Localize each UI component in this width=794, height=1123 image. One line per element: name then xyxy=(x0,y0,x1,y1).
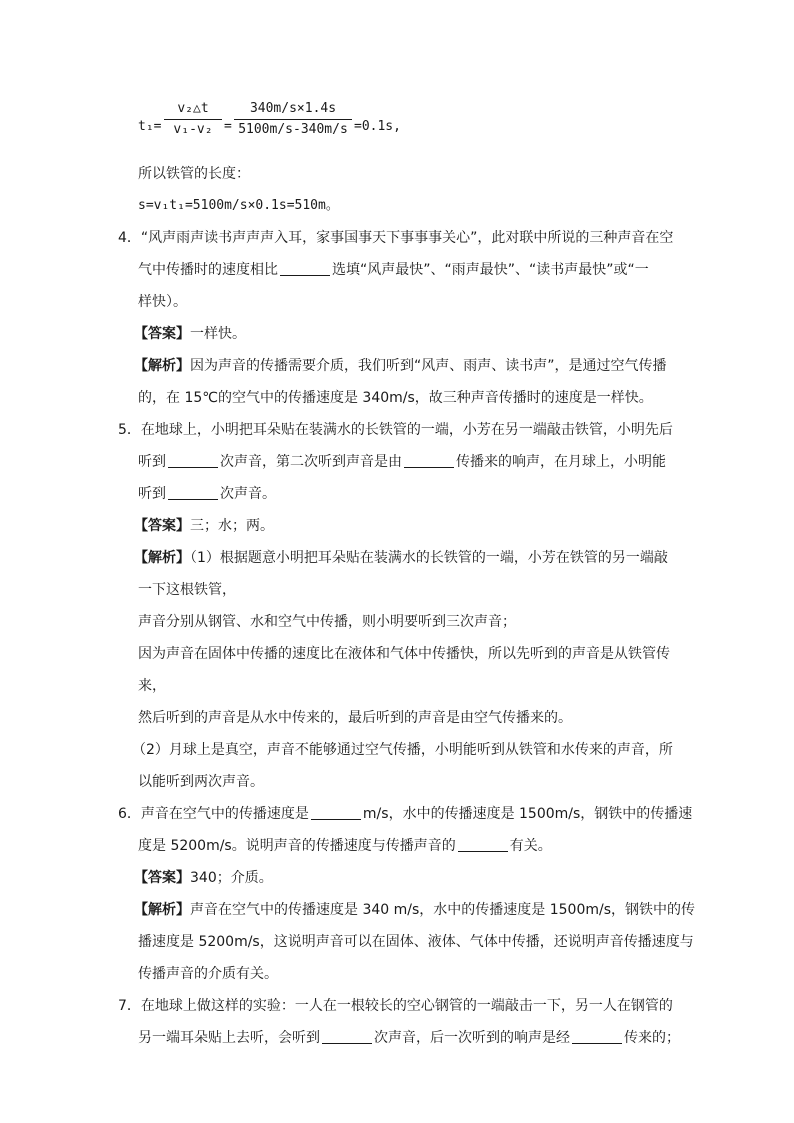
text-span: 另一端耳朵贴上去听，会听到 xyxy=(138,1030,320,1046)
question-4-line-2 xyxy=(138,260,649,280)
question-4-line-1: 4．“风声雨声读书声声声入耳，家事国事天下事事事关心”，此对联中所说的三种声音在空 xyxy=(118,230,674,246)
question-5-explanation-5: 来， xyxy=(138,678,166,694)
question-4-answer xyxy=(134,324,246,344)
answer-tag: 【答案】 xyxy=(134,870,190,886)
fraction-2-bar xyxy=(234,119,352,120)
formula-rhs: =0.1s, xyxy=(354,119,401,134)
question-7-line-2 xyxy=(138,1028,680,1048)
text-span: 气中传播时的速度相比 xyxy=(138,262,278,278)
question-5-explanation-2: 一下这根铁管， xyxy=(138,582,236,598)
question-5-explanation-8: 以能听到两次声音。 xyxy=(138,774,264,790)
answer-blank xyxy=(458,837,508,852)
answer-blank xyxy=(322,1029,372,1044)
answer-tag: 【答案】 xyxy=(134,518,190,534)
answer-text: 340；介质。 xyxy=(190,870,273,886)
formula-fraction-1 xyxy=(164,100,222,139)
question-6-explanation-2: 播速度是 5200m/s，这说明声音可以在固体、液体、气体中传播，还说明声音传播速度与 xyxy=(138,934,694,950)
text-span: 次声音。 xyxy=(220,486,276,502)
text-span: 听到 xyxy=(138,454,166,470)
text-span: m/s，水中的传播速度是 1500m/s，钢铁中的传播速 xyxy=(362,806,693,822)
answer-blank xyxy=(168,453,218,468)
answer-text: 一样快。 xyxy=(190,326,246,342)
explanation-text: （1）根据题意小明把耳朵贴在装满水的长铁管的一端，小芳在铁管的另一端敲 xyxy=(190,550,668,566)
formula-lhs: t₁= xyxy=(138,119,162,134)
question-4-line-3: 样快）。 xyxy=(138,294,187,310)
question-6-explanation-1 xyxy=(134,900,695,920)
explanation-text: 因为声音的传播需要介质，我们听到“风声、雨声、读书声”，是通过空气传播 xyxy=(190,358,667,374)
question-5-explanation-6: 然后听到的声音是从水中传来的，最后听到的声音是由空气传播来的。 xyxy=(138,710,572,726)
fraction-2-numerator: 340m/s×1.4s xyxy=(249,101,337,116)
text-span: 次声音，后一次听到的响声是经 xyxy=(374,1030,570,1046)
question-6-line-1 xyxy=(118,804,692,824)
text-span: 6．声音在空气中的传播速度是 xyxy=(118,806,309,822)
text-span: 传播来的响声，在月球上，小明能 xyxy=(456,454,666,470)
answer-blank xyxy=(572,1029,622,1044)
formula-t1 xyxy=(138,100,458,152)
text-line: s=v₁t₁=5100m/s×0.1s=510m。 xyxy=(138,198,339,213)
answer-blank xyxy=(168,485,218,500)
answer-blank xyxy=(280,261,330,276)
answer-text: 三；水；两。 xyxy=(190,518,274,534)
question-5-line-1: 5．在地球上，小明把耳朵贴在装满水的长铁管的一端，小芳在另一端敲击铁管，小明先后 xyxy=(118,422,673,438)
formula-equals: = xyxy=(224,119,232,134)
question-4-explanation-2: 的，在 15℃的空气中的传播速度是 340m/s，故三种声音传播时的速度是一样快。 xyxy=(138,390,653,406)
text-span: 有关。 xyxy=(509,838,552,854)
question-6-explanation-3: 传播声音的介质有关。 xyxy=(138,966,278,982)
text-span: 度是 5200m/s。说明声音的传播速度与传播声音的 xyxy=(138,838,456,854)
text-line: 所以铁管的长度： xyxy=(138,166,250,182)
explanation-tag: 【解析】 xyxy=(134,358,190,374)
question-5-explanation-4: 因为声音在固体中传播的速度比在液体和气体中传播快，所以先听到的声音是从铁管传 xyxy=(138,646,670,662)
text-span: 选填“风声最快”、“雨声最快”、“读书声最快”或“一 xyxy=(332,262,649,278)
question-5-line-3 xyxy=(138,484,276,504)
question-6-line-2 xyxy=(138,836,552,856)
text-span: 次声音，第二次听到声音是由 xyxy=(220,454,402,470)
answer-blank xyxy=(404,453,454,468)
question-4-explanation-1 xyxy=(134,356,667,376)
explanation-text: 声音在空气中的传播速度是 340 m/s，水中的传播速度是 1500m/s，钢铁中的传 xyxy=(190,902,695,918)
text-span: 传来的； xyxy=(624,1030,680,1046)
answer-tag: 【答案】 xyxy=(134,326,190,342)
question-5-explanation-7: （2）月球上是真空，声音不能够通过空气传播，小明能听到从铁管和水传来的声音，所 xyxy=(132,742,673,758)
text-span: 听到 xyxy=(138,486,166,502)
question-6-answer xyxy=(134,868,273,888)
question-7-line-1: 7．在地球上做这样的实验：一人在一根较长的空心钢管的一端敲击一下，另一人在钢管的 xyxy=(118,998,673,1014)
formula-fraction-2 xyxy=(234,100,352,139)
fraction-2-denominator: 5100m/s-340m/s xyxy=(238,122,348,137)
question-5-explanation-1 xyxy=(134,548,668,568)
fraction-1-bar xyxy=(164,119,222,120)
explanation-tag: 【解析】 xyxy=(134,902,190,918)
answer-blank xyxy=(311,805,361,820)
fraction-1-denominator: v₁-v₂ xyxy=(173,122,213,137)
question-5-answer xyxy=(134,516,274,536)
explanation-tag: 【解析】 xyxy=(134,550,190,566)
question-5-line-2 xyxy=(138,452,666,472)
fraction-1-numerator: v₂△t xyxy=(177,101,209,116)
question-5-explanation-3: 声音分别从钢管、水和空气中传播，则小明要听到三次声音； xyxy=(138,614,516,630)
